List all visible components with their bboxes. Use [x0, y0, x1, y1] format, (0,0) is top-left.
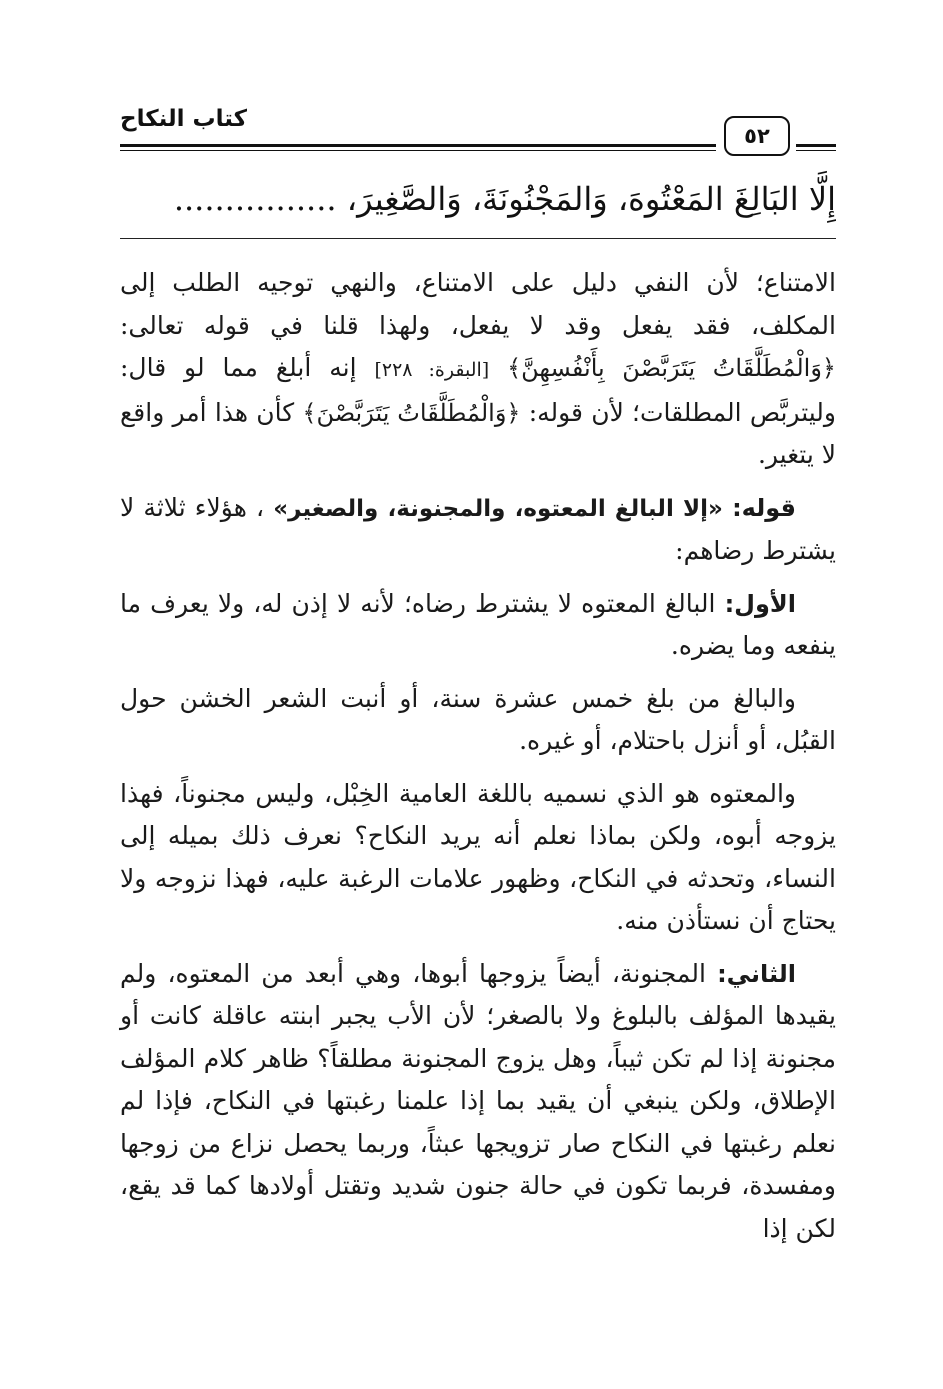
paragraph-text: المجنونة، أيضاً يزوجها أبوها، وهي أبعد من المعتوه، ولم يقيدها المؤلف بالبلوغ ولا بالصغر؛ لأن الأب يجبر ابنته عاقلة كانت أو مجنونة إذا لم تكن ثيباً، وهل يزوج المجنونة مطلقاً؟ ظاهر كلام المؤلف الإطلاق، ولكن ينبغي أن يقيد بما إذا علمنا رغبتها في النكاح، فإذا لم نعلم رغبتها في النكاح صار تزويجها عبثاً، وربما يحصل نزاع من زوجها ومفسدة، فربما تكون في حالة جنون شديد وتقتل أولادها كما قد يقع، لكن إذا — [120, 958, 836, 1243]
paragraph-text: كأن هذا أمر واقع لا يتغير. — [120, 397, 836, 469]
quran-verse: ﴿وَالْمُطَلَّقَاتُ يَتَرَبَّصْنَ بِأَنْفُسِهِنَّ﴾ — [507, 354, 836, 382]
paragraph — [120, 773, 836, 943]
paragraph — [120, 583, 836, 668]
running-header — [120, 104, 836, 160]
page-number: ٥٢ — [724, 116, 790, 156]
book-title: كتاب النكاح — [120, 106, 248, 132]
paragraph-text: إنه أبلغ مما لو قال: وليتربَّص المطلقات؛ لأن قوله: — [120, 353, 836, 427]
header-rule — [120, 144, 716, 147]
verse-citation: [البقرة: ٢٢٨] — [374, 359, 490, 381]
header-rule-short-thin — [796, 150, 836, 151]
paragraph-lead: الأول: — [724, 589, 796, 618]
header-rule-short — [796, 144, 836, 147]
paragraph — [120, 262, 836, 477]
paragraph-text: والمعتوه هو الذي نسميه باللغة العامية الخِبْل، وليس مجنوناً، فهذا يزوجه أبوه، ولكن بماذا نعلم أنه يريد النكاح؟ نعرف ذلك بميله إلى النساء، وتحدثه في النكاح، وظهور علامات الرغبة عليه، فهذا نزوجه ولا يحتاج أن نستأذن منه. — [120, 778, 836, 935]
quran-verse: ﴿وَالْمُطَلَّقَاتُ يَتَرَبَّصْنَ﴾ — [302, 398, 521, 427]
paragraph-lead: قوله: — [732, 493, 797, 522]
matn-text: إِلَّا البَالِغَ المَعْتُوهَ، وَالمَجْنُونَةَ، وَالصَّغِيرَ، ................ — [173, 180, 836, 218]
header-rule-thin — [120, 150, 716, 151]
matn-separator-rule — [120, 238, 836, 239]
commentary-body — [120, 262, 836, 1260]
paragraph-lead: الثاني: — [717, 959, 796, 988]
paragraph-text: البالغ المعتوه لا يشترط رضاه؛ لأنه لا إذن له، ولا يعرف ما ينفعه وما يضره. — [120, 588, 836, 660]
paragraph — [120, 678, 836, 763]
paragraph-text: ، هؤلاء ثلاثة لا يشترط رضاهم: — [120, 492, 836, 565]
quoted-matn: «إلا البالغ المعتوه، والمجنونة، والصغير» — [273, 495, 723, 522]
paragraph — [120, 487, 836, 573]
paragraph-text: والبالغ من بلغ خمس عشرة سنة، أو أنبت الشعر الخشن حول القبُل، أو أنزل باحتلام، أو غيره. — [120, 683, 836, 755]
paragraph — [120, 953, 836, 1251]
paragraph-text: الامتناع؛ لأن النفي دليل على الامتناع، والنهي توجيه الطلب إلى المكلف، فقد يفعل وقد لا يفعل، ولهذا قلنا في قوله تعالى: — [120, 268, 836, 340]
